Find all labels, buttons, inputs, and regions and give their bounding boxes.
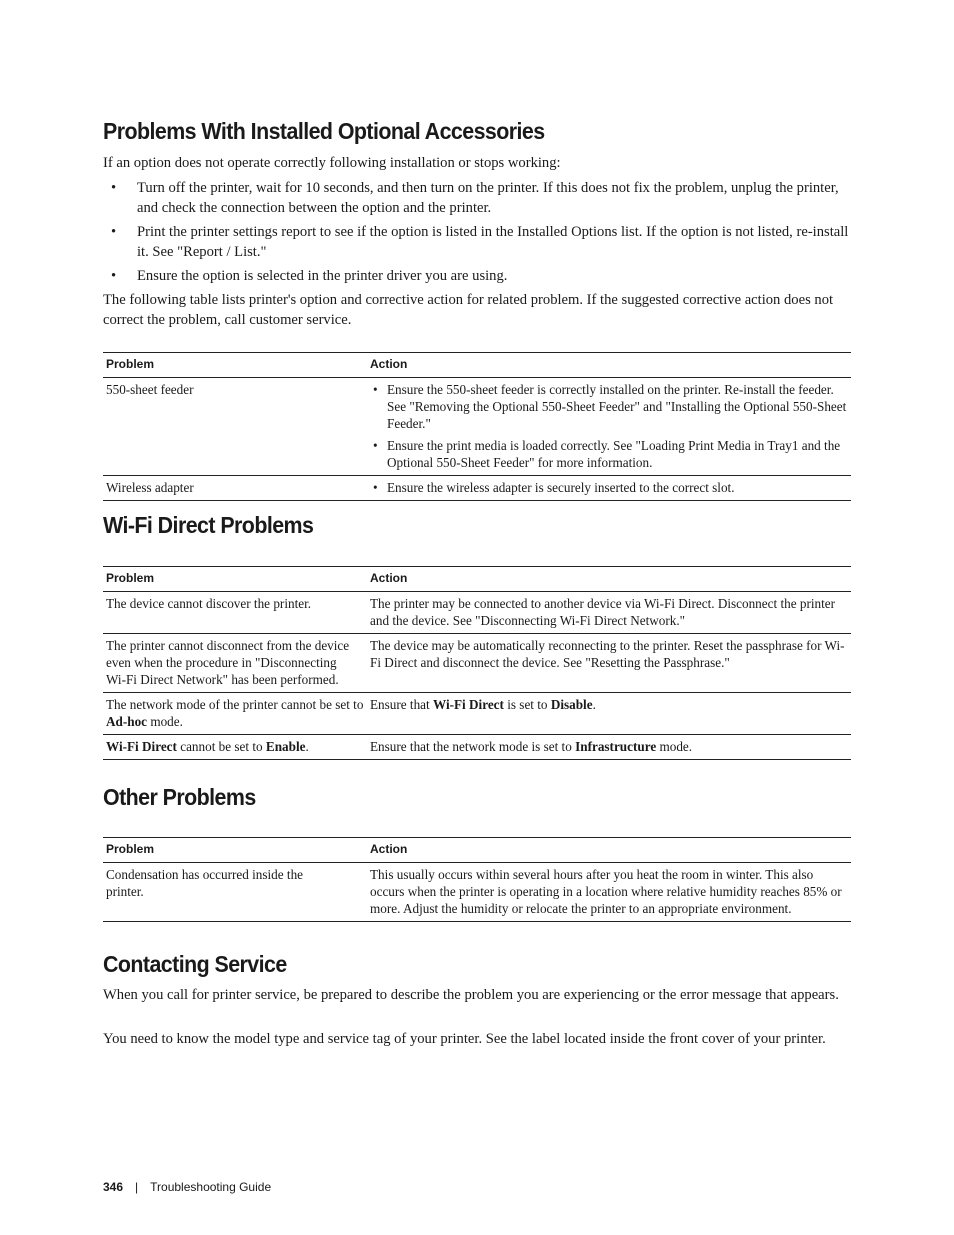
problem-cell: The device cannot discover the printer.: [103, 592, 367, 634]
term-enable: Enable: [265, 739, 306, 754]
table-row: [103, 735, 851, 760]
table-header-row: [103, 838, 851, 863]
term-wifi-direct: Wi-Fi Direct: [433, 697, 504, 712]
action-cell: [367, 378, 851, 476]
text-run: .: [305, 739, 309, 754]
accessories-bullet-list: [103, 179, 851, 292]
text-run: mode.: [147, 714, 183, 729]
action-cell: This usually occurs within several hours after you heat the room in winter. This also occurs when the printer is operating in a location where relative humidity reaches 85% or more. Adjust the humidity or relocate the printer to an appropriate environment.: [367, 863, 851, 922]
page-number: 346: [103, 1180, 124, 1194]
service-paragraph-1: When you call for printer service, be prepared to describe the problem you are experiencing or the error message that appears.: [103, 987, 839, 1003]
text-run: mode.: [656, 739, 693, 754]
accessories-outro: The following table lists printer's option and corrective action for related problem. If the suggested corrective action does not correct the problem, call customer service.: [103, 292, 834, 328]
list-item: • Ensure the print media is loaded correctly. See "Loading Print Media in Tray1 and the Optional 550-Sheet Feeder" for more information.: [370, 437, 848, 471]
accessories-intro: If an option does not operate correctly following installation or stops working:: [103, 155, 561, 171]
problem-cell: [103, 693, 367, 735]
list-item: • Ensure the wireless adapter is securely inserted to the correct slot.: [370, 479, 848, 496]
table-row: [103, 378, 851, 476]
accessories-table: [103, 352, 851, 501]
section-title-contacting-service: Contacting Service: [103, 951, 287, 977]
section-title-accessories: Problems With Installed Optional Accessories: [103, 118, 545, 144]
table-header-row: [103, 567, 851, 592]
column-header-problem: Problem: [103, 353, 367, 378]
text-run: Ensure that the network mode is set to: [370, 739, 576, 754]
term-ad-hoc: Ad-hoc: [106, 714, 148, 729]
table-row: [103, 634, 851, 693]
section-title-wifi-direct: Wi-Fi Direct Problems: [103, 512, 314, 538]
text-run: is set to: [503, 697, 551, 712]
problem-cell: Condensation has occurred inside the printer.: [103, 863, 367, 922]
term-wifi-direct: Wi-Fi Direct: [106, 739, 177, 754]
text-run: The network mode of the printer cannot be set to: [106, 697, 364, 712]
other-problems-table: [103, 837, 851, 922]
action-cell: [367, 735, 851, 760]
section-title-other: Other Problems: [103, 784, 256, 810]
table-row: [103, 592, 851, 634]
list-item: • Ensure the 550-sheet feeder is correctly installed on the printer. Re-install the feeder. See "Removing the Optional 550-Sheet Feeder" and "Installing the Optional 550-Sheet Feeder.": [370, 381, 848, 432]
column-header-problem: Problem: [103, 567, 367, 592]
text-run: Ensure that: [370, 697, 433, 712]
wifi-direct-table: [103, 566, 851, 760]
term-infrastructure: Infrastructure: [575, 739, 657, 754]
column-header-action: Action: [367, 567, 851, 592]
footer-separator: |: [135, 1180, 139, 1194]
term-disable: Disable: [550, 697, 593, 712]
column-header-problem: Problem: [103, 838, 367, 863]
action-cell: [367, 476, 851, 501]
action-cell: The printer may be connected to another device via Wi-Fi Direct. Disconnect the printer and the device. See "Disconnecting Wi-Fi Direct Network.": [367, 592, 851, 634]
text-run: .: [592, 697, 596, 712]
table-header-row: [103, 353, 851, 378]
footer-guide-title: Troubleshooting Guide: [150, 1180, 272, 1194]
table-row: [103, 863, 851, 922]
problem-cell: [103, 735, 367, 760]
problem-cell: Wireless adapter: [103, 476, 367, 501]
text-run: cannot be set to: [176, 739, 266, 754]
action-list: [370, 381, 848, 471]
action-list: [370, 479, 848, 496]
list-item: • Turn off the printer, wait for 10 seconds, and then turn on the printer. If this does not fix the problem, unplug the printer, and check the connection between the option and the printer.: [103, 179, 851, 218]
page-footer: [103, 1180, 271, 1194]
column-header-action: Action: [367, 838, 851, 863]
table-row: [103, 693, 851, 735]
list-item: • Ensure the option is selected in the printer driver you are using.: [103, 267, 851, 287]
service-paragraph-2: You need to know the model type and service tag of your printer. See the label located inside the front cover of your printer.: [103, 1031, 826, 1047]
table-row: [103, 476, 851, 501]
list-item: • Print the printer settings report to see if the option is listed in the Installed Options list. If the option is not listed, re-install it. See "Report / List.": [103, 223, 851, 262]
column-header-action: Action: [367, 353, 851, 378]
problem-cell: The printer cannot disconnect from the device even when the procedure in "Disconnecting Wi-Fi Direct Network" has been performed.: [103, 634, 367, 693]
problem-cell: 550-sheet feeder: [103, 378, 367, 476]
action-cell: [367, 693, 851, 735]
action-cell: The device may be automatically reconnecting to the printer. Reset the passphrase for Wi-Fi Direct and disconnect the device. See "Resetting the Passphrase.": [367, 634, 851, 693]
